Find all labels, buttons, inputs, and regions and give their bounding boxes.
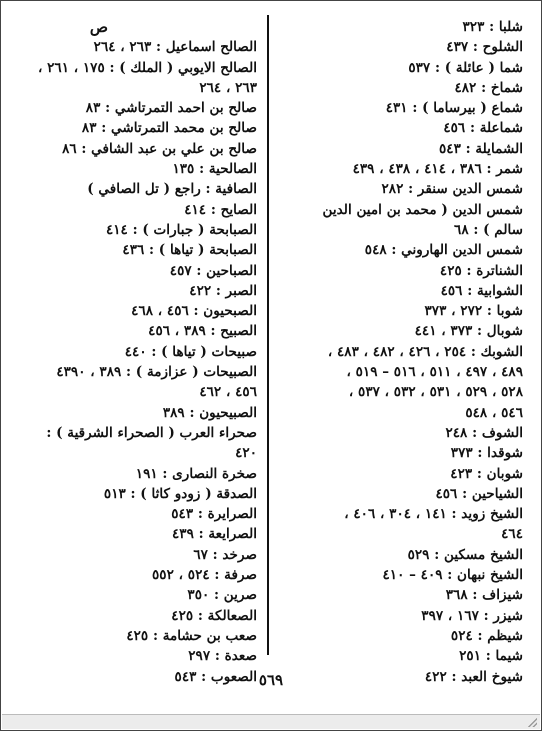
index-entry: شوبان : ٤٢٣ — [450, 465, 523, 482]
index-entry: شمس الدين سنقر : ٢٨٢ — [381, 181, 523, 198]
index-entry: الشيخ مسكين : ٥٢٩ — [407, 546, 523, 563]
index-entry: الصبيحات ( عزازمة ) : ٣٨٩ ، ٤٣٩٠ — [56, 364, 257, 381]
index-entry: صرين : ٣٥٠ — [187, 587, 257, 604]
index-entry: الصدقة ( زودو كاثا ) : ٥١٣ — [103, 485, 257, 502]
index-entry: الصبحيون : ٤٥٦ ، ٤٦٨ — [131, 303, 257, 320]
index-entry: ٥٢٨ ، ٥٢٩ ، ٥٣١ ، ٥٣٢ ، ٥٣٧ ، — [348, 384, 523, 401]
index-entry: الشياحين : ٤٥٦ — [435, 485, 523, 502]
page-number: ٥٦٩ — [258, 671, 284, 689]
index-entry: شيزر : ١٦٧ ، ٣٩٧ — [421, 607, 523, 624]
index-entry: الصافية : راجع ( تل الصافي ) — [87, 181, 257, 198]
index-entry: الشمايلة : ٥٤٣ — [438, 140, 523, 157]
index-entry: الصباحين : ٤٥٧ — [169, 262, 257, 279]
index-entry: شوقدا : ٣٧٣ — [450, 445, 523, 462]
index-entry: شمر : ٣٨٦ ، ٤١٤ ، ٤٣٨ ، ٤٣٩ — [352, 161, 523, 178]
resize-grip-icon[interactable] — [528, 718, 537, 727]
index-entry: شما ( عائلة ) : ٥٣٧ — [408, 59, 523, 76]
index-entry: صرخد : ٦٧ — [193, 546, 257, 563]
index-entry: شيزاف : ٣٦٨ — [445, 587, 523, 604]
index-entry: شلبا : ٣٢٣ — [462, 19, 523, 35]
index-entry: صبيحات ( تياها ) : ٤٤٠ — [124, 343, 257, 360]
index-entry: الصبابحة ( جبارات ) : ٤١٤ — [105, 221, 257, 238]
index-entry: شماخ : ٤٨٢ — [454, 79, 523, 96]
letter-heading: ص — [89, 18, 109, 36]
index-entry: الصالحية : ١٣٥ — [172, 161, 257, 178]
index-column-left — [11, 17, 257, 687]
index-entry: شيوخ العبد : ٤٢٢ — [424, 668, 523, 685]
index-entry: سالم ) : ٦٨ — [454, 221, 523, 238]
viewer-status-bar — [2, 714, 540, 729]
index-entry: ٢٦٣ ، ٢٦٤ — [199, 79, 257, 96]
index-entry: صالح بن علي بن عبد الشافي : ٨٦ — [62, 140, 257, 157]
index-entry: الصعالكة : ٤٢٥ — [171, 607, 257, 624]
index-entry: شوبا : ٢٧٢ ، ٣٧٣ — [424, 303, 523, 320]
index-entry: الصبيحيون : ٣٨٩ — [162, 404, 257, 421]
index-entry: صعب بن حشامة : ٤٢٥ — [126, 627, 257, 644]
index-entry: شيما : ٢٥١ — [459, 648, 523, 665]
index-entry: الشناترة : ٤٢٥ — [439, 262, 523, 279]
index-entry: ٤٦٤ — [501, 526, 523, 543]
index-entry: ٤٢٠ — [235, 445, 257, 462]
index-entry: صعدة : ٢٩٧ — [188, 648, 257, 665]
index-entry: شماعلة : ٤٥٦ — [443, 120, 523, 137]
index-entry: الصعوب : ٥٤٣ — [174, 668, 257, 685]
index-entry: صرفة : ٥٢٤ ، ٥٥٢ — [152, 567, 257, 584]
index-entry: ٥٤٦ ، ٥٤٨ — [465, 404, 523, 421]
index-entry: صخرة النصارى : ١٩١ — [135, 465, 257, 482]
index-entry: الصالح الايوبي ( الملك ) : ١٧٥ ، ٢٦١ ، — [37, 59, 257, 76]
index-entry: الصرايرة : ٥٤٣ — [171, 506, 257, 523]
index-entry: الصبر : ٤٢٢ — [189, 282, 257, 299]
index-entry: ٤٨٩ ، ٤٩٧ ، ٥١١ ، ٥١٦ – ٥١٩ ، — [346, 364, 523, 381]
index-entry: الصايح : ٤١٤ — [184, 201, 257, 218]
index-entry: شماع ( بيرساما ) : ٤٣١ — [385, 100, 523, 117]
index-entry: الشيخ زويد : ١٤١ ، ٣٠٤ ، ٤٠٦ ، — [344, 506, 523, 523]
index-entry: الصبيح : ٣٨٩ ، ٤٥٦ — [148, 323, 257, 340]
index-entry: شمس الدين الهاروني : ٥٤٨ — [364, 242, 523, 259]
index-entry: الشوبك : ٢٥٤ ، ٤٢٦ ، ٤٨٢ ، ٤٨٣ ، — [327, 343, 523, 360]
index-entry: الشوابية : ٤٥٦ — [440, 282, 523, 299]
index-entry: الصالح اسماعيل : ٢٦٣ ، ٢٦٤ — [93, 39, 257, 56]
document-page — [3, 3, 539, 713]
index-entry: الصبابحة ( تياها ) : ٤٣٦ — [122, 242, 257, 259]
column-divider — [267, 15, 269, 655]
index-entry: الشوف : ٢٤٨ — [445, 424, 523, 441]
index-entry: الشيخ نبهان : ٤٠٩ – ٤١٠ — [382, 567, 523, 584]
index-entry: الصرايعة : ٤٣٩ — [171, 526, 257, 543]
index-entry: شوبال : ٣٧٣ ، ٤٤١ — [414, 323, 523, 340]
index-entry: صالح بن محمد التمرتاشي : ٨٣ — [81, 120, 257, 137]
index-entry: صالح بن احمد التمرتاشي : ٨٣ — [85, 100, 257, 117]
index-column-right — [275, 17, 523, 687]
index-entry: شمس الدين ( محمد بن امين الدين — [322, 201, 523, 218]
index-entry: الشلوح : ٤٣٧ — [446, 39, 523, 56]
index-entry: صحراء العرب ( الصحراء الشرقية ) : — [46, 424, 257, 441]
index-entry: شيظم : ٥٢٤ — [450, 627, 523, 644]
index-entry: ٤٥٦ ، ٤٦٢ — [199, 384, 257, 401]
